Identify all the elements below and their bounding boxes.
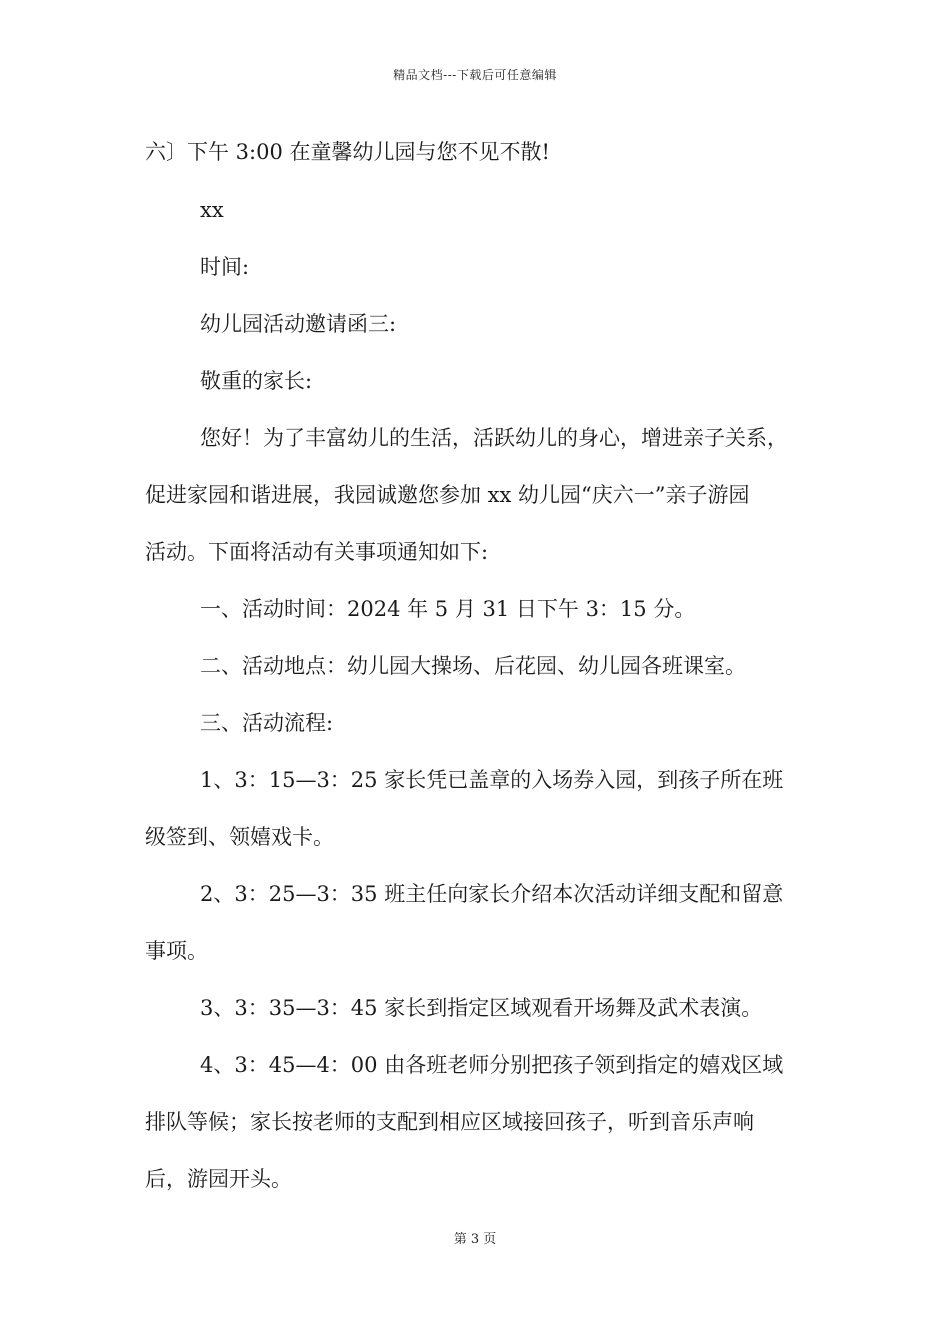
text-line-closing: 六〕下午 3:00 在童馨幼儿园与您不见不散! <box>145 140 550 164</box>
text-line-date: 时间: <box>200 255 250 279</box>
item-location: 二、活动地点：幼儿园大操场、后花园、幼儿园各班课室。 <box>200 654 746 678</box>
section-title: 幼儿园活动邀请函三: <box>200 312 397 336</box>
item-time: 一、活动时间：2024 年 5 月 31 日下午 3：15 分。 <box>200 597 696 621</box>
step-3: 3、3：35—3：45 家长到指定区域观看开场舞及武术表演。 <box>200 996 763 1020</box>
paragraph-intro-line-3: 活动。下面将活动有关事项通知如下: <box>145 540 489 564</box>
item-process-heading: 三、活动流程: <box>200 711 334 735</box>
step-4-line-2: 排队等候；家长按老师的支配到相应区域接回孩子，听到音乐声响 <box>145 1110 754 1134</box>
paragraph-intro-line-1: 您好！为了丰富幼儿的生活，活跃幼儿的身心，增进亲子关系， <box>200 426 788 450</box>
step-2-line-1: 2、3：25—3：35 班主任向家长介绍本次活动详细支配和留意 <box>200 882 784 906</box>
step-2-line-2: 事项。 <box>145 939 208 963</box>
step-1-line-1: 1、3：15—3：25 家长凭已盖章的入场券入园，到孩子所在班 <box>200 768 784 792</box>
paragraph-intro-line-2: 促进家园和谐进展，我园诚邀您参加 xx 幼儿园“庆六一”亲子游园 <box>145 483 750 507</box>
page-header: 精品文档---下载后可任意编辑 <box>393 68 557 82</box>
text-line-signature: xx <box>200 198 224 222</box>
step-1-line-2: 级签到、领嬉戏卡。 <box>145 825 334 849</box>
page-number: 第 3 页 <box>453 1232 497 1247</box>
salutation: 敬重的家长: <box>200 369 313 393</box>
step-4-line-3: 后，游园开头。 <box>145 1167 292 1191</box>
step-4-line-1: 4、3：45—4：00 由各班老师分别把孩子领到指定的嬉戏区域 <box>200 1053 784 1077</box>
